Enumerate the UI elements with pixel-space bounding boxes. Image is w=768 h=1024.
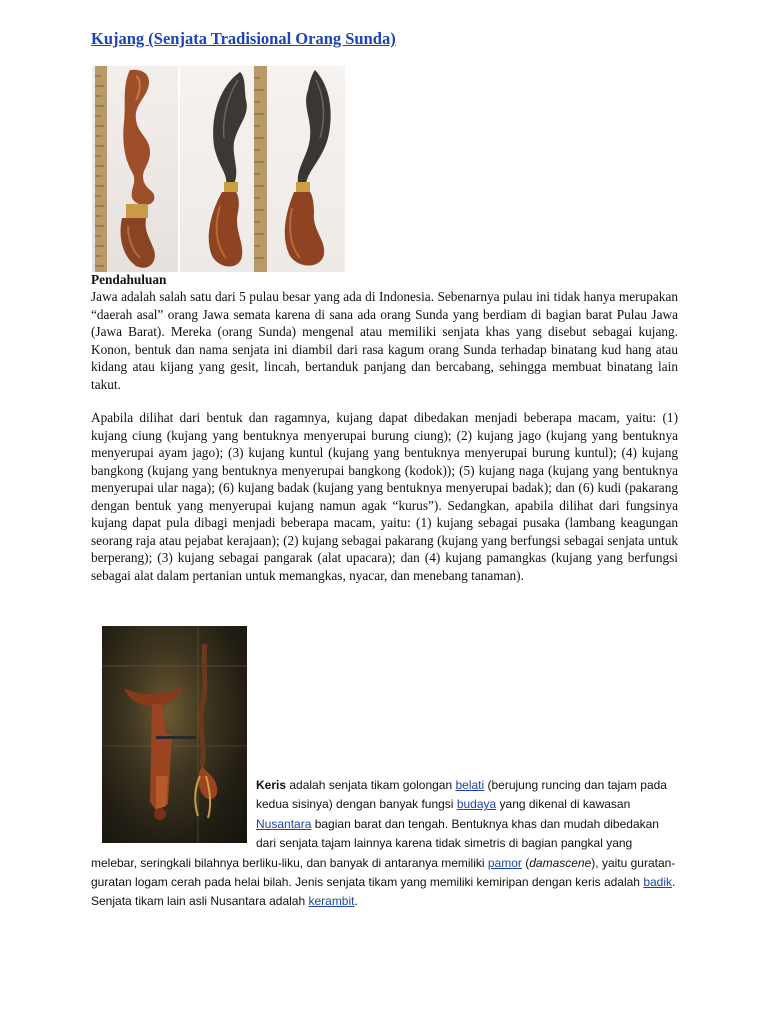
badik-link[interactable]: badik bbox=[643, 875, 672, 890]
pamor-link[interactable]: pamor bbox=[487, 855, 522, 870]
keris-text-5: ( bbox=[521, 855, 530, 870]
kujang-photo-panel-metal bbox=[180, 66, 345, 272]
metal-kujang-image bbox=[180, 66, 345, 272]
kujang-photo-panel-wooden bbox=[92, 66, 178, 272]
keris-text-3: yang dikenal di kawasan bbox=[496, 797, 631, 812]
keris-text-7: . Senjata tikam lain asli Nusantara adalah bbox=[91, 875, 676, 909]
budaya-link[interactable]: budaya bbox=[456, 797, 497, 812]
nusantara-link[interactable]: Nusantara bbox=[256, 816, 312, 831]
kujang-photo bbox=[92, 66, 345, 272]
keris-text-1: adalah senjata tikam golongan bbox=[286, 778, 456, 792]
types-paragraph: Apabila dilihat dari bentuk dan ragamnya, kujang dapat dibedakan menjadi beberapa macam, yaitu: (1) kujang ciung (kujang yang bentuknya menyerupai burung ciung); (2) kujang jago (kujang yang bentuknya menyerupai ayam jago); (3) kujang kuntul (kujang yang bentuknya menyerupai burung kuntul); (4) kujang bangkong (kujang yang bentuknya menyerupai bangkong (kodok)); (5) kujang naga (kujang yang bentuknya menyerupai ular naga); (6) kujang badak (kujang yang bentuknya menyerupai badak); dan (6) kudi (pakarang dengan bentuk yang menyerupai kujang namun agak “kurus”). Sedangkan, apabila dilihat dari fungsinya kujang dapat pula dibagi menjadi beberapa macam, yaitu: (1) kujang sebagai pusaka (lambang keagungan seorang raja atau pejabat kerajaan); (2) kujang sebagai pakarang (kujang yang berfungsi sebagai senjata untuk berperang); (3) kujang sebagai pangarak (alat upacara); dan (4) kujang pamangkas (kujang yang berfungsi sebagai alat dalam pertanian untuk memangkas, nyacar, dan menebang tanaman). bbox=[91, 410, 678, 583]
kerambit-link[interactable]: kerambit bbox=[308, 894, 355, 909]
photo-wrap-spacer bbox=[91, 776, 256, 851]
intro-paragraph: Jawa adalah salah satu dari 5 pulau besar yang ada di Indonesia. Sebenarnya pulau ini tidak hanya merupakan “daerah asal” orang Jawa semata karena di sana ada orang Sunda yang berdiam di bagian barat Pulau Jawa (Jawa Barat). Mereka (orang Sunda) mengenal atau memiliki senjata khas yang disebut sebagai kujang. Konon, bentuk dan nama senjata ini diambil dari rasa kagum orang Sunda terhadap binatang kud hang atau kidang atau kijang yang gesit, lincah, bertanduk panjang dan bercabang, sehingga membuat binatang lain takut. bbox=[91, 289, 678, 392]
section-heading: Pendahuluan bbox=[91, 272, 167, 287]
page-title[interactable]: Kujang (Senjata Tradisional Orang Sunda) bbox=[91, 29, 396, 48]
wooden-kujang-image bbox=[92, 66, 178, 272]
damascene-italic: damascene bbox=[529, 855, 592, 870]
belati-link[interactable]: belati bbox=[455, 778, 485, 792]
keris-paragraph bbox=[91, 776, 678, 912]
keris-bold-term: Keris bbox=[256, 778, 287, 792]
keris-text-8: . bbox=[354, 894, 358, 909]
keris-text-4: bagian barat dan tengah. Bentuknya khas dan mudah dibedakan dari senjata tajam lainnya karena tidak simetris di bagian pangkal yang melebar, seringkali bilahnya berliku-liku, dan banyak di antaranya memiliki bbox=[91, 816, 659, 870]
keris-text-6: ), yaitu guratan-guratan logam cerah pada helai bilah. Jenis senjata tikam yang memiliki kemiripan dengan keris adalah bbox=[91, 855, 676, 890]
keris-text-2: (berujung runcing dan tajam pada kedua sisinya) dengan banyak fungsi bbox=[256, 778, 667, 812]
